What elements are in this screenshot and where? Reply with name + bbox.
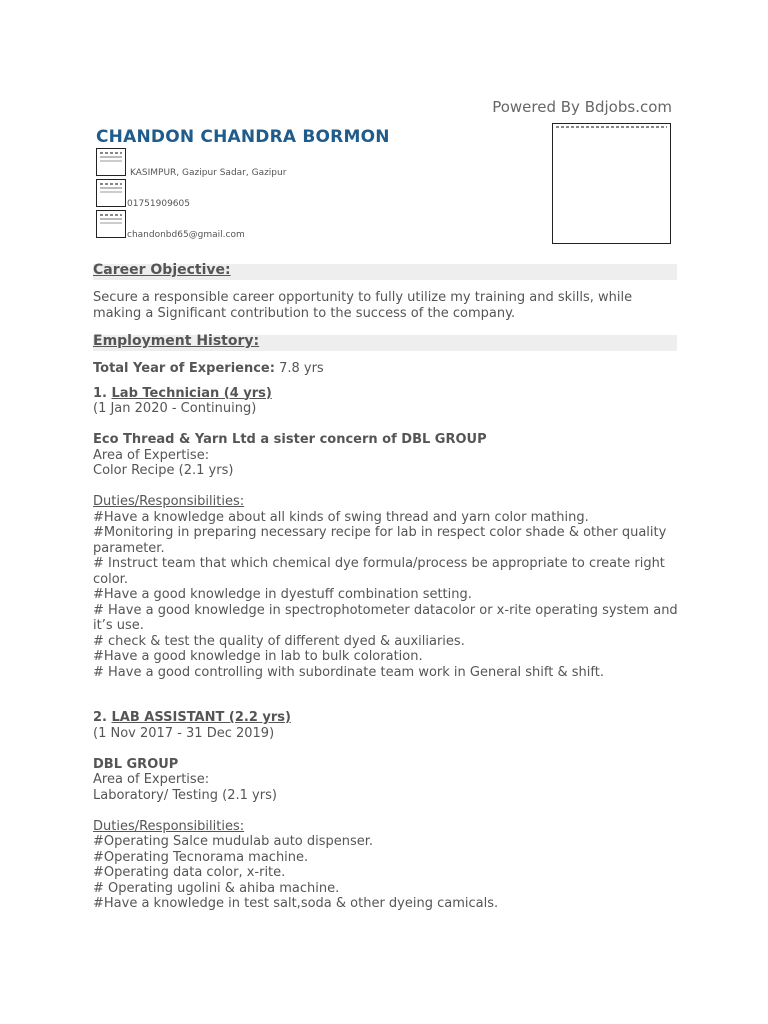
company-name: DBL GROUP bbox=[93, 756, 179, 772]
duties-label: Duties/Responsibilities: bbox=[93, 818, 245, 834]
duty-item: # Have a good knowledge in spectrophotometer datacolor or x-rite operating system and it’s use. bbox=[93, 602, 682, 633]
job-entry-2: 2. LAB ASSISTANT (2.2 yrs) (1 Nov 2017 - 31 Dec 2019) DBL GROUP Area of Expertise: Laboratory/ Testing (2.1 yrs) Duties/Responsibilities: #Operating Salce mudulab auto dispenser. #Operating Tecnorama machine. #Operating data color, x-rite. # Operating ugolini & ahiba machine. #Have a knowledge in test salt,soda & other dyeing camicals. bbox=[93, 710, 683, 912]
expertise-label: Area of Expertise: bbox=[93, 772, 210, 787]
powered-by-text: Powered By Bdjobs.com bbox=[492, 98, 672, 116]
profile-photo bbox=[552, 123, 671, 244]
duty-item: #Monitoring in preparing necessary recipe for lab in respect color shade & other quality parameter. bbox=[93, 525, 671, 556]
employment-history-heading: Employment History: bbox=[93, 335, 677, 351]
job-period: (1 Jan 2020 - Continuing) bbox=[93, 401, 257, 416]
phone-icon bbox=[96, 179, 126, 207]
candidate-name: CHANDON CHANDRA BORMON bbox=[96, 127, 390, 147]
duty-item: #Operating Salce mudulab auto dispenser. bbox=[93, 834, 374, 849]
duty-item: #Operating Tecnorama machine. bbox=[93, 849, 309, 865]
job-title: LAB ASSISTANT (2.2 yrs) bbox=[111, 710, 291, 725]
expertise-value: Color Recipe (2.1 yrs) bbox=[93, 463, 234, 478]
expertise-value: Laboratory/ Testing (2.1 yrs) bbox=[93, 787, 277, 803]
job-period: (1 Nov 2017 - 31 Dec 2019) bbox=[93, 725, 275, 741]
duties-label: Duties/Responsibilities: bbox=[93, 494, 245, 509]
duty-item: # check & test the quality of different dyed & auxiliaries. bbox=[93, 633, 465, 649]
job-title: Lab Technician (4 yrs) bbox=[111, 385, 272, 401]
duty-item: #Have a knowledge in test salt,soda & other dyeing camicals. bbox=[93, 896, 499, 911]
contact-phone: 01751909605 bbox=[127, 199, 190, 209]
address-icon bbox=[96, 148, 126, 176]
duty-item: #Have a good knowledge in dyestuff combination setting. bbox=[93, 587, 472, 602]
career-objective-heading: Career Objective: bbox=[93, 264, 677, 280]
career-objective-text: Secure a responsible career opportunity to fully utilize my training and skills, while making a Significant contribution to the success of the company. bbox=[93, 290, 637, 321]
duty-item: # Instruct team that which chemical dye formula/process be appropriate to create right color. bbox=[93, 556, 670, 587]
duty-item: #Have a knowledge about all kinds of swing thread and yarn color mathing. bbox=[93, 509, 589, 525]
duty-item: #Operating data color, x-rite. bbox=[93, 865, 286, 880]
company-name: Eco Thread & Yarn Ltd a sister concern of DBL GROUP bbox=[93, 432, 487, 447]
duty-item: # Have a good controlling with subordinate team work in General shift & shift. bbox=[93, 664, 604, 680]
duty-item: # Operating ugolini & ahiba machine. bbox=[93, 880, 340, 896]
employment-history bbox=[93, 361, 683, 912]
job-entry-1: 1. Lab Technician (4 yrs) (1 Jan 2020 - Continuing) Eco Thread & Yarn Ltd a sister concern of DBL GROUP Area of Expertise: Color Recipe (2.1 yrs) Duties/Responsibilities: #Have a knowledge about all kinds of swing thread and yarn color mathing. #Monitoring in preparing necessary recipe for lab in respect color shade & other quality parameter. # Instruct team that which chemical dye formula/process be appropriate to create right color. #Have a good knowledge in dyestuff combination setting. # Have a good knowledge in spectrophotometer datacolor or x-rite operating system and it’s use. # check & test the quality of different dyed & auxiliaries. #Have a good knowledge in lab to bulk coloration. # Have a good controlling with subordinate team work in General shift & shift. bbox=[93, 385, 682, 680]
total-experience: Total Year of Experience: 7.8 yrs bbox=[93, 361, 324, 376]
duty-item: #Have a good knowledge in lab to bulk coloration. bbox=[93, 649, 423, 664]
email-icon bbox=[96, 210, 126, 238]
contact-address: KASIMPUR, Gazipur Sadar, Gazipur bbox=[130, 168, 287, 178]
expertise-label: Area of Expertise: bbox=[93, 447, 210, 463]
contact-email: chandonbd65@gmail.com bbox=[127, 230, 245, 240]
